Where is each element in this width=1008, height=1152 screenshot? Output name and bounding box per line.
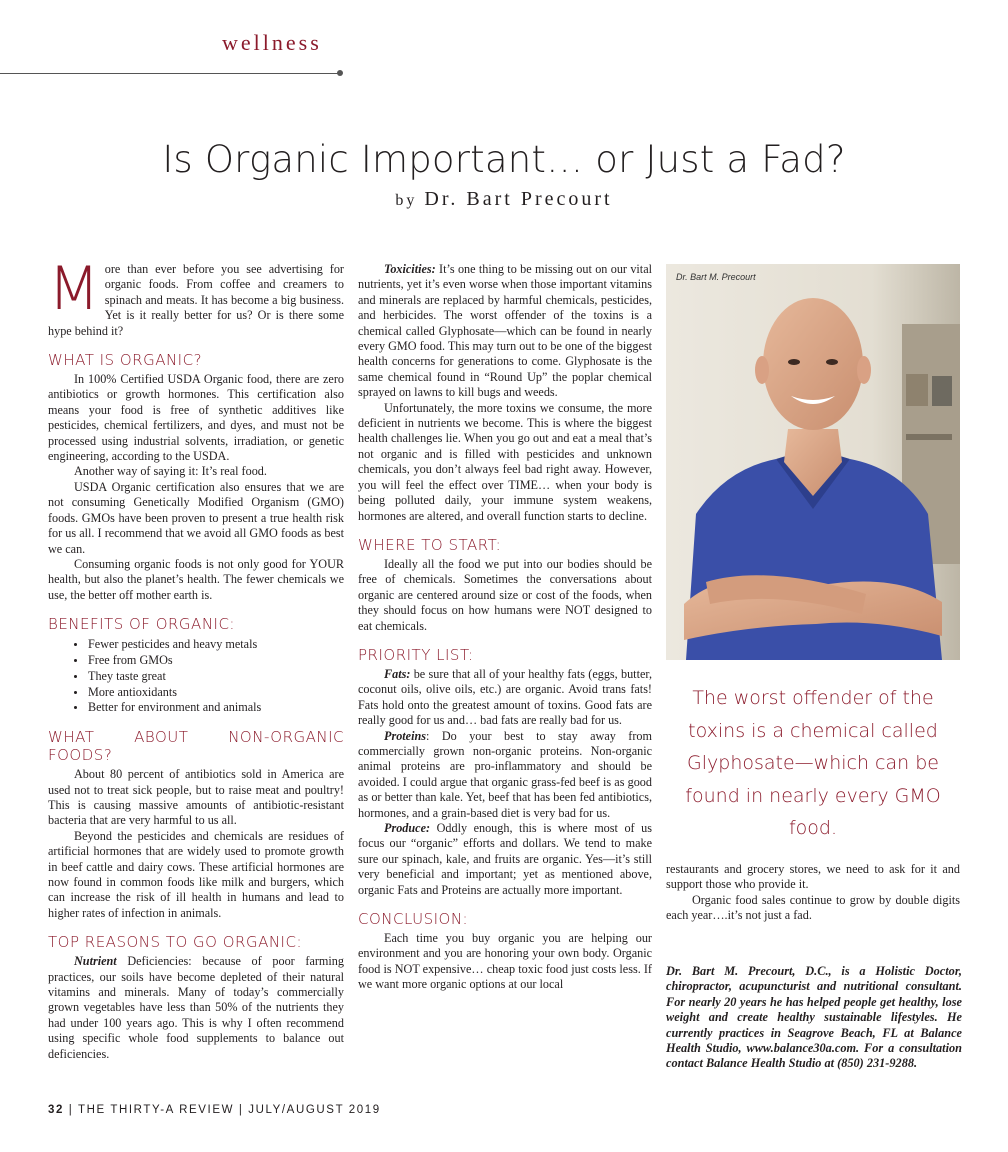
lead-in: Proteins bbox=[384, 728, 426, 743]
heading-top-reasons: TOP REASONS TO GO ORGANIC: bbox=[48, 933, 303, 952]
lead-in: Fats: bbox=[384, 666, 411, 681]
article-title: Is Organic Important… or Just a Fad? bbox=[162, 138, 846, 181]
paragraph: In 100% Certified USDA Organic food, there are zero antibiotics or growth hormones. This certification also means your food is free of synthetic additives like pesticides, chemical fertilizers, and dyes, and must not be processed using industrial solvents, irradiation, or genetic engineering, according to the USDA. bbox=[48, 372, 344, 464]
paragraph-proteins bbox=[358, 729, 652, 821]
lead-in: Produce: bbox=[384, 821, 431, 835]
list-item: Better for environment and animals bbox=[74, 700, 344, 716]
heading-what-is-organic: WHAT IS ORGANIC? bbox=[48, 351, 203, 370]
list-item: Fewer pesticides and heavy metals bbox=[74, 637, 344, 653]
paragraph: Another way of saying it: It’s real food. bbox=[74, 464, 267, 479]
paragraph-toxicities bbox=[358, 262, 652, 401]
heading-non-organic: WHAT ABOUT NON-ORGANIC FOODS? bbox=[48, 728, 344, 765]
paragraph-text: be sure that all of your healthy fats (eggs, butter, coconut oils, olive oils, etc.) are organic. Avoid trans fats! Fats hold onto the greatest amount of toxins. Good fats are really good for us and… bad fats are really bad for us. bbox=[358, 666, 652, 728]
section-label: wellness bbox=[222, 30, 322, 55]
paragraph-text: It’s one thing to be missing out on our vital nutrients, yet it’s even worse when those important vitamins and minerals are replaced by harmful chemicals, pesticides, and herbicides. The worst offender of the toxins is a chemical called Glyphosate—which can be found in nearly every GMO food. This may turn out to be one of the biggest health concerns for generations to come. Glyphosate is the same chemical found in “Round Up” the poplar chemical sprayed on lawns to kill bugs and weeds. bbox=[358, 262, 652, 400]
paragraph: Ideally all the food we put into our bodies should be free of chemicals. Sometimes the conversations about organic are centered around size or cost of the foods, when they should focus on how humans were NOT designed to eat chemicals. bbox=[358, 556, 652, 633]
heading-benefits: BENEFITS OF ORGANIC: bbox=[48, 615, 235, 634]
intro-paragraph bbox=[48, 254, 344, 339]
column-1 bbox=[48, 254, 344, 1062]
paragraph-nutrient bbox=[48, 954, 344, 1062]
header-rule-dot bbox=[337, 70, 343, 76]
paragraph-text: Oddly enough, this is where most of us focus our “organic” efforts and dollars. We tend to make sure our spinach, kale, and fruits are organic. Yes—it’s still very beneficial and important; yet as mentioned above, organic Fats and Proteins are actually more important. bbox=[358, 821, 652, 897]
lead-in: Nutrient bbox=[74, 954, 117, 969]
paragraph: Each time you buy organic you are helping our environment and you are honoring your own body. Organic food is NOT expensive… cheap toxic food just costs less. If we want more organic options at our local bbox=[358, 931, 652, 992]
author-portrait-illustration bbox=[666, 264, 960, 660]
byline bbox=[0, 188, 1008, 211]
heading-where-to-start: WHERE TO START: bbox=[358, 535, 502, 554]
paragraph-continued: restaurants and grocery stores, we need to ask for it and support those who provide it. bbox=[666, 862, 960, 892]
paragraph: Beyond the pesticides and chemicals are residues of artificial hormones that are widely used to promote growth in beef cattle and dairy cows. These artificial hormones are now found in common foods like milk and burgers, which can increase the risk of ill health in humans and lead to higher rates of infection in animals. bbox=[48, 828, 344, 920]
header-rule bbox=[0, 73, 340, 74]
pull-quote: The worst offender of the toxins is a chemical called Glyphosate—which can be found in nearly every GMO food. bbox=[685, 687, 941, 839]
paragraph: USDA Organic certification also ensures that we are not consuming Genetically Modified Organism (GMO) foods. GMOs have been proven to present a true health risk for us all. I recommend that we avoid all GMO foods as best we can. bbox=[48, 479, 344, 556]
paragraph-text: : Do your best to stay away from commercially grown non-organic proteins. Non-organic animal proteins are pro-inflammatory and should be avoided. I could argue that organic grass-fed beef is as good as or better than kale. Yet, beef that has been fed antibiotics, hormones, and a grain-based diet is very bad for us. bbox=[358, 728, 652, 820]
column-3 bbox=[666, 862, 960, 924]
list-item: Free from GMOs bbox=[74, 653, 344, 669]
paragraph: Unfortunately, the more toxins we consume, the more deficient in nutrients we become. This is where the biggest health challenges lie. When you go out and eat a meal that’s not organic and is filled with pesticides and unknown chemicals, you don’t always feel bad right away. However, you will feel the effect over TIME… when your body is being polluted daily, your immune system weakens, hormones are altered, and overall function starts to decline. bbox=[358, 400, 652, 523]
page-number: 32 bbox=[48, 1104, 64, 1116]
page-footer bbox=[48, 1104, 381, 1116]
lead-in: Toxicities: bbox=[384, 262, 436, 276]
author-bio: Dr. Bart M. Precourt, D.C., is a Holistic Doctor, chiropractor, acupuncturist and nutritional consultant. For nearly 20 years he has helped people get healthy, lose weight and create healthy sustainable lifestyles. He currently practices in Seagrove Beach, FL at Balance Health Studio, www.balance30a.com. For a consultation contact Balance Health Studio at (850) 231-9288. bbox=[666, 964, 962, 1071]
byline-by: by bbox=[395, 192, 425, 209]
byline-author: Dr. Bart Precourt bbox=[424, 188, 613, 210]
author-photo bbox=[666, 264, 960, 660]
drop-cap: M bbox=[48, 254, 100, 324]
photo-caption: Dr. Bart M. Precourt bbox=[676, 272, 756, 282]
paragraph-text: Deficiencies: because of poor farming practices, our soils have become depleted of their natural vitamins and minerals. Many of today’s commercially grown vegetables have less than 50% of the nutrients they had under 100 years ago. This is why I often recommend using specific whole food supplements to balance out deficiencies. bbox=[48, 954, 344, 1061]
paragraph-fats bbox=[358, 667, 652, 729]
footer-publication: | THE THIRTY-A REVIEW | JULY/AUGUST 2019 bbox=[64, 1104, 381, 1116]
column-2 bbox=[358, 262, 652, 993]
heading-conclusion: CONCLUSION: bbox=[358, 910, 469, 929]
intro-text: ore than ever before you see advertising for organic foods. From coffee and creamers to spinach and meats. It has become a big business. Yet is it really better for us? Or is there some hype behind it? bbox=[48, 262, 344, 338]
paragraph: About 80 percent of antibiotics sold in America are used not to treat sick people, but to raise meat and poultry! This is causing massive amounts of antibiotic-resistant bacteria that are very harmful to us all. bbox=[48, 767, 344, 828]
list-item: They taste great bbox=[74, 669, 344, 685]
benefits-list bbox=[48, 637, 344, 716]
paragraph: Consuming organic foods is not only good for YOUR health, but also the planet’s health. The fewer chemicals we use, the better off mother earth is. bbox=[48, 556, 344, 602]
list-item: More antioxidants bbox=[74, 685, 344, 701]
paragraph-produce bbox=[358, 821, 652, 898]
paragraph: Organic food sales continue to grow by double digits each year….it’s not just a fad. bbox=[666, 892, 960, 923]
heading-priority-list: PRIORITY LIST: bbox=[358, 645, 474, 664]
